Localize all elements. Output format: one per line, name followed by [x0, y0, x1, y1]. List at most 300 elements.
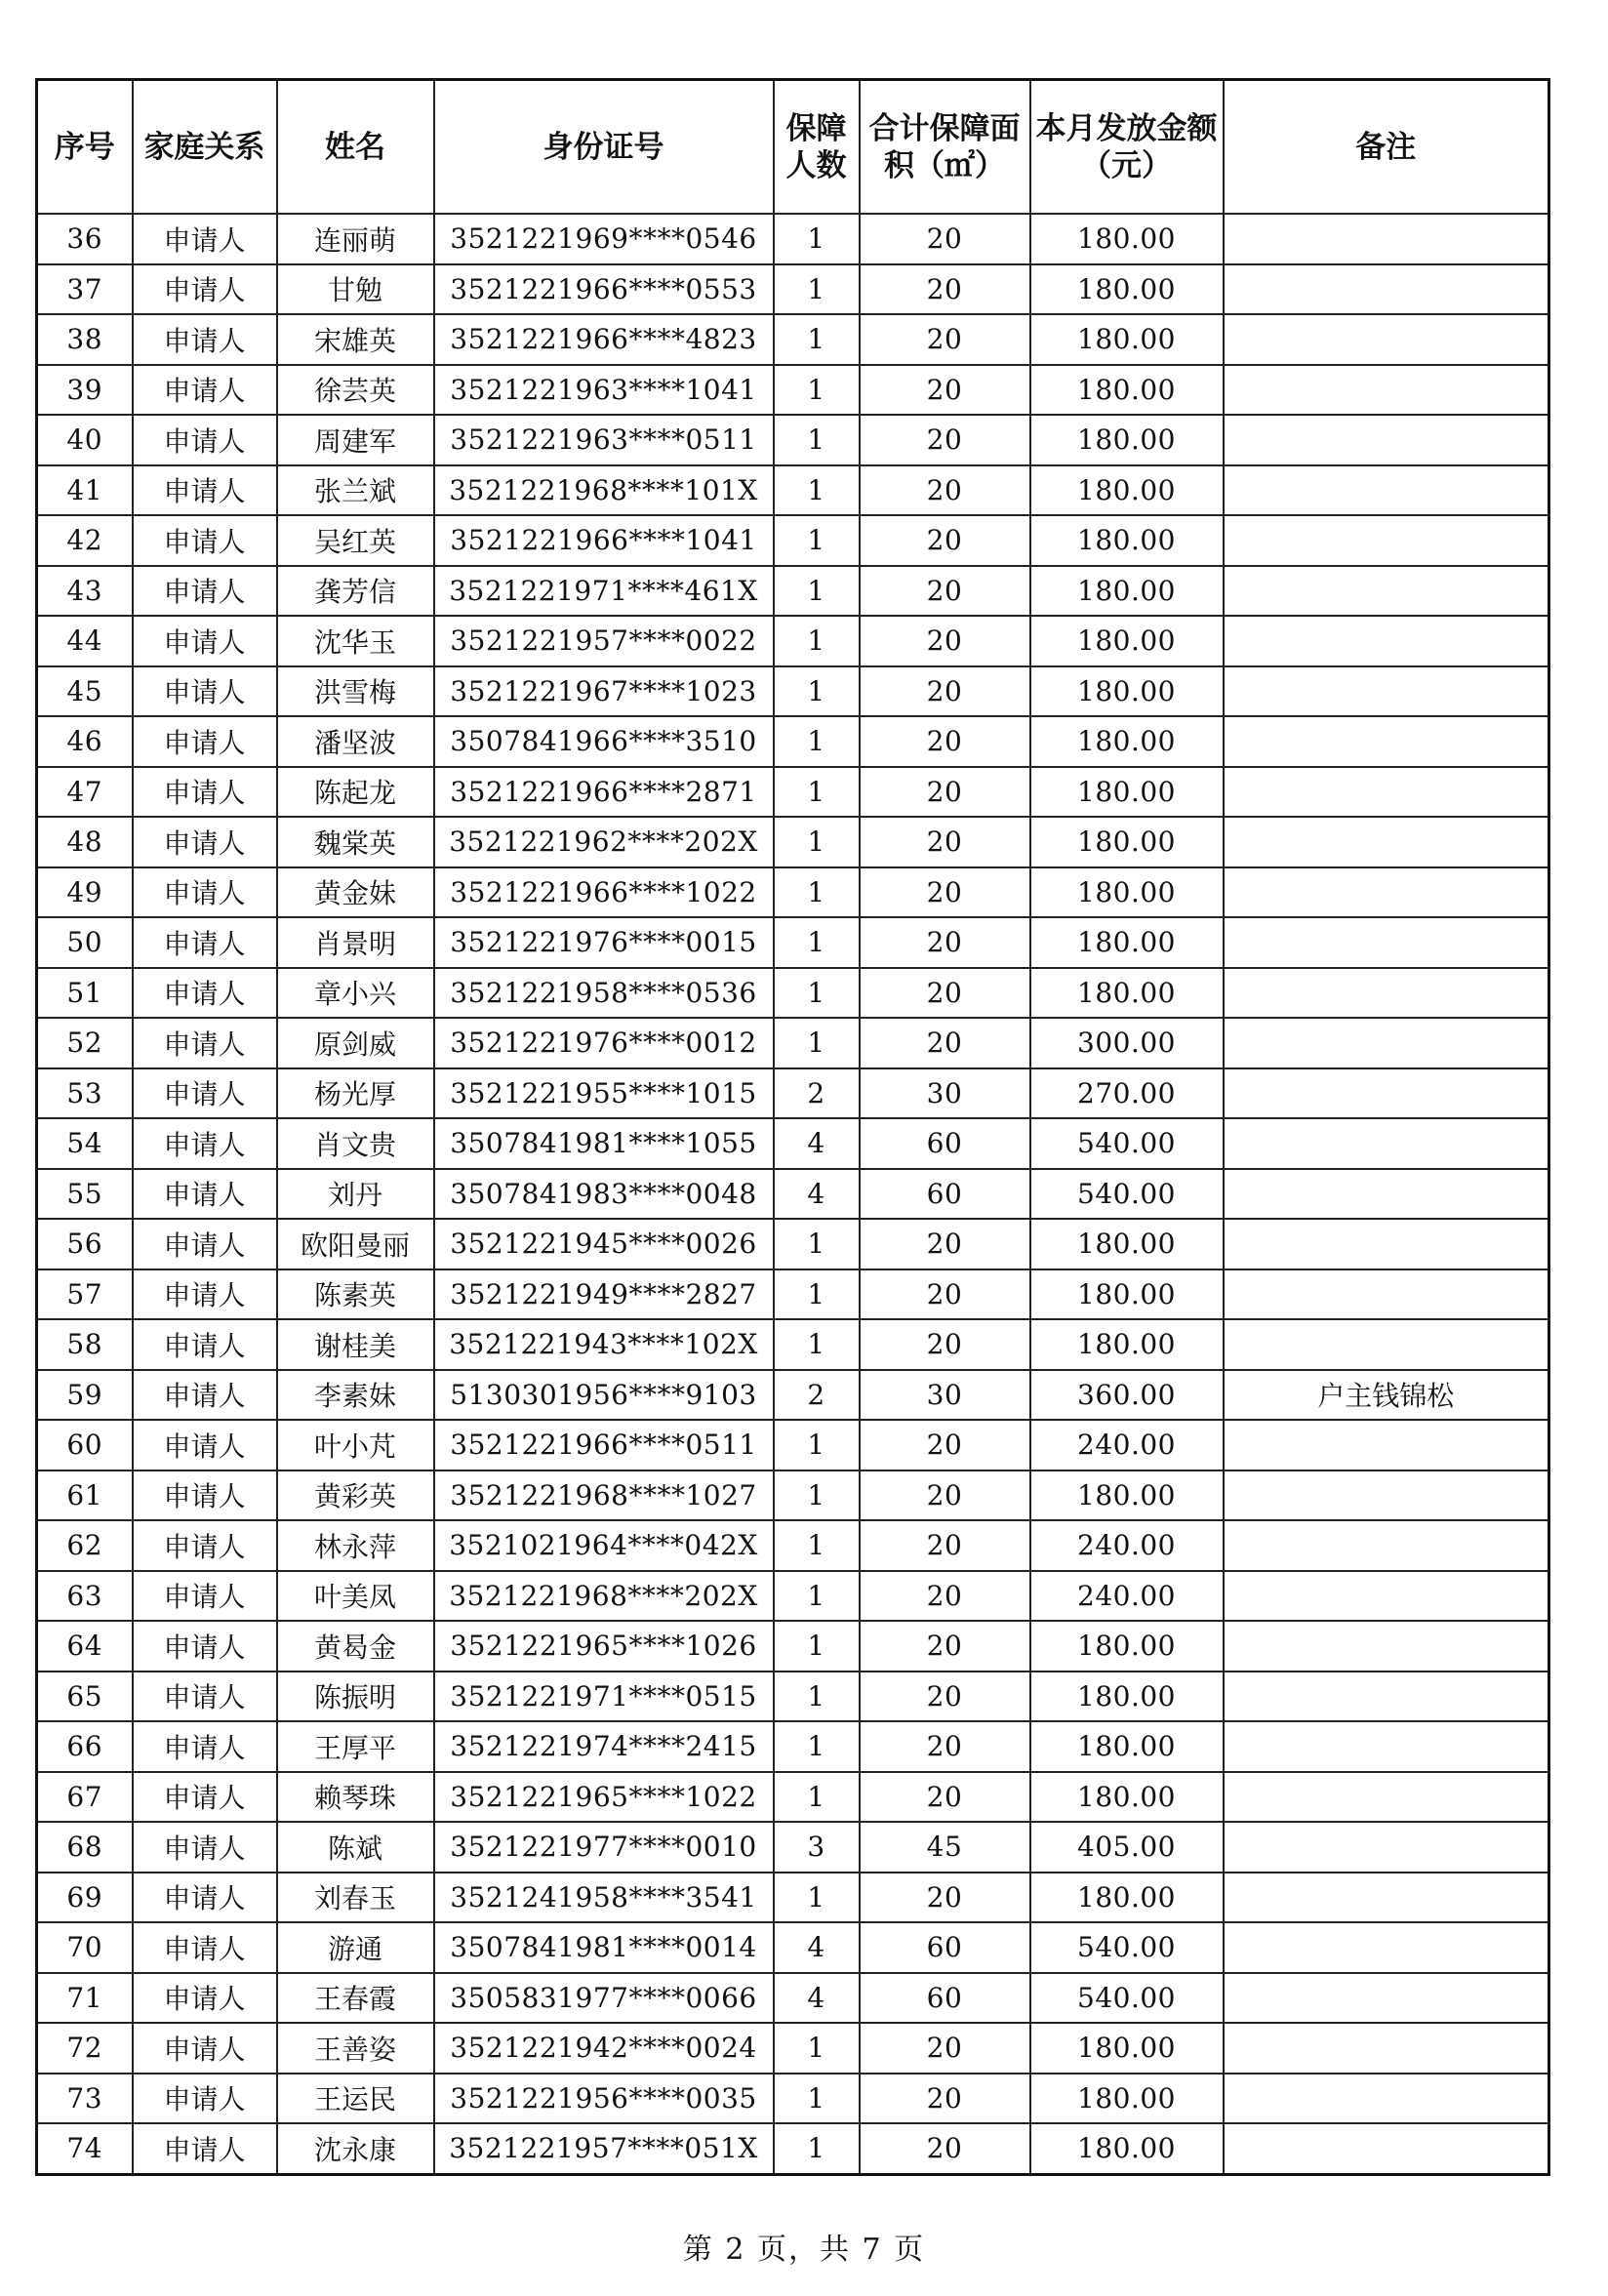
id-number-cell: 3521221957****0022	[434, 616, 774, 666]
table-row	[37, 415, 1549, 465]
seq-cell: 69	[37, 1873, 133, 1923]
relation-cell: 申请人	[133, 1370, 277, 1421]
relation-cell: 申请人	[133, 1169, 277, 1220]
remarks-cell	[1224, 1420, 1549, 1470]
id-number-cell: 5130301956****9103	[434, 1370, 774, 1421]
persons-cell: 1	[774, 1520, 860, 1571]
area-cell: 20	[860, 917, 1030, 968]
amount-cell: 180.00	[1030, 1269, 1224, 1320]
name-cell: 肖景明	[277, 917, 434, 968]
amount-cell: 180.00	[1030, 365, 1224, 416]
remarks-cell	[1224, 1973, 1549, 2024]
persons-cell: 1	[774, 264, 860, 315]
area-cell: 20	[860, 566, 1030, 617]
relation-cell: 申请人	[133, 1269, 277, 1320]
area-cell: 60	[860, 1922, 1030, 1973]
id-number-cell: 3521221962****202X	[434, 817, 774, 867]
persons-cell: 1	[774, 1420, 860, 1470]
table-row	[37, 1873, 1549, 1923]
name-cell: 周建军	[277, 415, 434, 465]
table-row	[37, 1672, 1549, 1722]
page-number: 第 2 页，共 7 页	[682, 2233, 926, 2267]
area-cell: 20	[860, 1873, 1030, 1923]
remarks-cell	[1224, 1219, 1549, 1269]
amount-cell: 405.00	[1030, 1822, 1224, 1873]
table-row	[37, 1269, 1549, 1320]
seq-cell: 42	[37, 515, 133, 566]
table-row	[37, 867, 1549, 918]
header-remarks: 备注	[1224, 80, 1549, 215]
persons-cell: 1	[774, 616, 860, 666]
remarks-cell	[1224, 867, 1549, 918]
amount-cell: 180.00	[1030, 716, 1224, 767]
amount-cell: 360.00	[1030, 1370, 1224, 1421]
amount-cell: 540.00	[1030, 1118, 1224, 1169]
name-cell: 潘坚波	[277, 716, 434, 767]
persons-cell: 1	[774, 817, 860, 867]
relation-cell: 申请人	[133, 2123, 277, 2174]
remarks-cell	[1224, 2023, 1549, 2074]
table-row	[37, 515, 1549, 566]
remarks-cell	[1224, 1269, 1549, 1320]
amount-cell: 180.00	[1030, 214, 1224, 264]
table-row	[37, 1571, 1549, 1622]
id-number-cell: 3521221974****2415	[434, 1721, 774, 1772]
relation-cell: 申请人	[133, 1822, 277, 1873]
persons-cell: 1	[774, 2123, 860, 2174]
area-cell: 30	[860, 1068, 1030, 1119]
amount-cell: 180.00	[1030, 867, 1224, 918]
persons-cell: 1	[774, 415, 860, 465]
table-row	[37, 1118, 1549, 1169]
relation-cell: 申请人	[133, 1068, 277, 1119]
relation-cell: 申请人	[133, 365, 277, 416]
amount-cell: 180.00	[1030, 314, 1224, 365]
area-cell: 20	[860, 666, 1030, 717]
id-number-cell: 3521221966****0553	[434, 264, 774, 315]
persons-cell: 4	[774, 1922, 860, 1973]
amount-cell: 240.00	[1030, 1420, 1224, 1470]
amount-cell: 180.00	[1030, 767, 1224, 818]
remarks-cell	[1224, 1118, 1549, 1169]
seq-cell: 45	[37, 666, 133, 717]
id-number-cell: 3521221966****4823	[434, 314, 774, 365]
name-cell: 叶小芃	[277, 1420, 434, 1470]
remarks-cell	[1224, 817, 1549, 867]
amount-cell: 180.00	[1030, 264, 1224, 315]
seq-cell: 62	[37, 1520, 133, 1571]
header-area: 合计保障面积（㎡）	[860, 80, 1030, 215]
relation-cell: 申请人	[133, 1420, 277, 1470]
relation-cell: 申请人	[133, 1470, 277, 1521]
remarks-cell	[1224, 365, 1549, 416]
relation-cell: 申请人	[133, 566, 277, 617]
amount-cell: 180.00	[1030, 1721, 1224, 1772]
name-cell: 王善姿	[277, 2023, 434, 2074]
remarks-cell	[1224, 1873, 1549, 1923]
remarks-cell	[1224, 1571, 1549, 1622]
persons-cell: 1	[774, 566, 860, 617]
remarks-cell	[1224, 1169, 1549, 1220]
amount-cell: 180.00	[1030, 515, 1224, 566]
relation-cell: 申请人	[133, 214, 277, 264]
remarks-cell	[1224, 1772, 1549, 1823]
seq-cell: 71	[37, 1973, 133, 2024]
persons-cell: 1	[774, 867, 860, 918]
amount-cell: 180.00	[1030, 465, 1224, 516]
area-cell: 20	[860, 1520, 1030, 1571]
name-cell: 赖琴珠	[277, 1772, 434, 1823]
persons-cell: 1	[774, 666, 860, 717]
amount-cell: 180.00	[1030, 2023, 1224, 2074]
id-number-cell: 3521221966****1041	[434, 515, 774, 566]
remarks-cell	[1224, 2123, 1549, 2174]
relation-cell: 申请人	[133, 1721, 277, 1772]
relation-cell: 申请人	[133, 2023, 277, 2074]
area-cell: 20	[860, 867, 1030, 918]
persons-cell: 1	[774, 1269, 860, 1320]
seq-cell: 74	[37, 2123, 133, 2174]
id-number-cell: 3507841983****0048	[434, 1169, 774, 1220]
area-cell: 20	[860, 968, 1030, 1019]
id-number-cell: 3507841981****0014	[434, 1922, 774, 1973]
id-number-cell: 3521221976****0012	[434, 1018, 774, 1068]
remarks-cell	[1224, 917, 1549, 968]
persons-cell: 2	[774, 1068, 860, 1119]
persons-cell: 1	[774, 1873, 860, 1923]
table-row	[37, 2123, 1549, 2174]
table-row	[37, 2023, 1549, 2074]
amount-cell: 180.00	[1030, 817, 1224, 867]
area-cell: 20	[860, 2074, 1030, 2124]
table-row	[37, 1169, 1549, 1220]
name-cell: 连丽萌	[277, 214, 434, 264]
id-number-cell: 3521021964****042X	[434, 1520, 774, 1571]
name-cell: 肖文贵	[277, 1118, 434, 1169]
persons-cell: 1	[774, 465, 860, 516]
relation-cell: 申请人	[133, 917, 277, 968]
id-number-cell: 3507841966****3510	[434, 716, 774, 767]
area-cell: 30	[860, 1370, 1030, 1421]
relation-cell: 申请人	[133, 1873, 277, 1923]
seq-cell: 54	[37, 1118, 133, 1169]
name-cell: 杨光厚	[277, 1068, 434, 1119]
amount-cell: 240.00	[1030, 1520, 1224, 1571]
id-number-cell: 3521221945****0026	[434, 1219, 774, 1269]
table-row	[37, 917, 1549, 968]
area-cell: 20	[860, 1219, 1030, 1269]
name-cell: 黄金妹	[277, 867, 434, 918]
id-number-cell: 3521221968****101X	[434, 465, 774, 516]
seq-cell: 37	[37, 264, 133, 315]
amount-cell: 180.00	[1030, 566, 1224, 617]
name-cell: 黄曷金	[277, 1621, 434, 1672]
remarks-cell	[1224, 616, 1549, 666]
area-cell: 20	[860, 1772, 1030, 1823]
relation-cell: 申请人	[133, 817, 277, 867]
area-cell: 20	[860, 1621, 1030, 1672]
table-row	[37, 566, 1549, 617]
id-number-cell: 3521221968****202X	[434, 1571, 774, 1622]
table-row	[37, 1922, 1549, 1973]
persons-cell: 1	[774, 314, 860, 365]
seq-cell: 63	[37, 1571, 133, 1622]
name-cell: 张兰斌	[277, 465, 434, 516]
relation-cell: 申请人	[133, 515, 277, 566]
relation-cell: 申请人	[133, 1571, 277, 1622]
persons-cell: 1	[774, 917, 860, 968]
name-cell: 谢桂美	[277, 1319, 434, 1370]
area-cell: 20	[860, 214, 1030, 264]
area-cell: 20	[860, 465, 1030, 516]
amount-cell: 300.00	[1030, 1018, 1224, 1068]
id-number-cell: 3521221967****1023	[434, 666, 774, 717]
name-cell: 王运民	[277, 2074, 434, 2124]
subsidy-table	[35, 78, 1550, 2176]
table-row	[37, 1370, 1549, 1421]
relation-cell: 申请人	[133, 1118, 277, 1169]
name-cell: 吴红英	[277, 515, 434, 566]
relation-cell: 申请人	[133, 1018, 277, 1068]
id-number-cell: 3521221958****0536	[434, 968, 774, 1019]
area-cell: 20	[860, 1269, 1030, 1320]
remarks-cell	[1224, 1672, 1549, 1722]
area-cell: 20	[860, 616, 1030, 666]
relation-cell: 申请人	[133, 2074, 277, 2124]
name-cell: 刘丹	[277, 1169, 434, 1220]
seq-cell: 65	[37, 1672, 133, 1722]
remarks-cell	[1224, 264, 1549, 315]
remarks-cell	[1224, 566, 1549, 617]
seq-cell: 48	[37, 817, 133, 867]
relation-cell: 申请人	[133, 1973, 277, 2024]
persons-cell: 1	[774, 1621, 860, 1672]
name-cell: 叶美凤	[277, 1571, 434, 1622]
name-cell: 陈起龙	[277, 767, 434, 818]
seq-cell: 55	[37, 1169, 133, 1220]
name-cell: 洪雪梅	[277, 666, 434, 717]
persons-cell: 1	[774, 1219, 860, 1269]
table-row	[37, 716, 1549, 767]
table-row	[37, 1018, 1549, 1068]
remarks-cell	[1224, 1018, 1549, 1068]
remarks-cell	[1224, 767, 1549, 818]
amount-cell: 180.00	[1030, 1470, 1224, 1521]
amount-cell: 180.00	[1030, 1672, 1224, 1722]
remarks-cell	[1224, 465, 1549, 516]
seq-cell: 49	[37, 867, 133, 918]
id-number-cell: 3521221949****2827	[434, 1269, 774, 1320]
seq-cell: 41	[37, 465, 133, 516]
header-seq: 序号	[37, 80, 133, 215]
remarks-cell: 户主钱锦松	[1224, 1370, 1549, 1421]
table-row	[37, 1520, 1549, 1571]
remarks-cell	[1224, 1470, 1549, 1521]
area-cell: 20	[860, 767, 1030, 818]
seq-cell: 47	[37, 767, 133, 818]
amount-cell: 270.00	[1030, 1068, 1224, 1119]
table-row	[37, 1319, 1549, 1370]
seq-cell: 39	[37, 365, 133, 416]
seq-cell: 60	[37, 1420, 133, 1470]
relation-cell: 申请人	[133, 666, 277, 717]
area-cell: 60	[860, 1973, 1030, 2024]
name-cell: 刘春玉	[277, 1873, 434, 1923]
area-cell: 20	[860, 1420, 1030, 1470]
id-number-cell: 3521221965****1022	[434, 1772, 774, 1823]
seq-cell: 57	[37, 1269, 133, 1320]
remarks-cell	[1224, 1822, 1549, 1873]
relation-cell: 申请人	[133, 968, 277, 1019]
seq-cell: 68	[37, 1822, 133, 1873]
amount-cell: 180.00	[1030, 917, 1224, 968]
area-cell: 20	[860, 1018, 1030, 1068]
remarks-cell	[1224, 716, 1549, 767]
id-number-cell: 3521221963****0511	[434, 415, 774, 465]
remarks-cell	[1224, 1520, 1549, 1571]
table-row	[37, 2074, 1549, 2124]
area-cell: 20	[860, 264, 1030, 315]
table-row	[37, 465, 1549, 516]
name-cell: 林永萍	[277, 1520, 434, 1571]
seq-cell: 46	[37, 716, 133, 767]
relation-cell: 申请人	[133, 415, 277, 465]
area-cell: 20	[860, 1319, 1030, 1370]
persons-cell: 1	[774, 1470, 860, 1521]
seq-cell: 56	[37, 1219, 133, 1269]
seq-cell: 59	[37, 1370, 133, 1421]
area-cell: 20	[860, 314, 1030, 365]
seq-cell: 70	[37, 1922, 133, 1973]
area-cell: 20	[860, 1470, 1030, 1521]
amount-cell: 240.00	[1030, 1571, 1224, 1622]
id-number-cell: 3507841981****1055	[434, 1118, 774, 1169]
id-number-cell: 3521221965****1026	[434, 1621, 774, 1672]
name-cell: 龚芳信	[277, 566, 434, 617]
amount-cell: 180.00	[1030, 415, 1224, 465]
table-row	[37, 616, 1549, 666]
header-amount: 本月发放金额（元）	[1030, 80, 1224, 215]
name-cell: 游通	[277, 1922, 434, 1973]
id-number-cell: 3521221966****2871	[434, 767, 774, 818]
name-cell: 欧阳曼丽	[277, 1219, 434, 1269]
table-row	[37, 214, 1549, 264]
remarks-cell	[1224, 1922, 1549, 1973]
table-row	[37, 264, 1549, 315]
table-header	[37, 80, 1549, 215]
remarks-cell	[1224, 515, 1549, 566]
relation-cell: 申请人	[133, 1621, 277, 1672]
amount-cell: 540.00	[1030, 1169, 1224, 1220]
area-cell: 20	[860, 515, 1030, 566]
remarks-cell	[1224, 2074, 1549, 2124]
id-number-cell: 3521221963****1041	[434, 365, 774, 416]
persons-cell: 1	[774, 1772, 860, 1823]
table-body	[37, 214, 1549, 2174]
table-row	[37, 1420, 1549, 1470]
table-row	[37, 1822, 1549, 1873]
remarks-cell	[1224, 1621, 1549, 1672]
relation-cell: 申请人	[133, 264, 277, 315]
name-cell: 陈斌	[277, 1822, 434, 1873]
amount-cell: 180.00	[1030, 2074, 1224, 2124]
relation-cell: 申请人	[133, 314, 277, 365]
relation-cell: 申请人	[133, 716, 277, 767]
name-cell: 徐芸英	[277, 365, 434, 416]
relation-cell: 申请人	[133, 1922, 277, 1973]
header-relation: 家庭关系	[133, 80, 277, 215]
name-cell: 宋雄英	[277, 314, 434, 365]
seq-cell: 44	[37, 616, 133, 666]
area-cell: 20	[860, 365, 1030, 416]
persons-cell: 3	[774, 1822, 860, 1873]
id-number-cell: 3521221969****0546	[434, 214, 774, 264]
persons-cell: 2	[774, 1370, 860, 1421]
seq-cell: 72	[37, 2023, 133, 2074]
name-cell: 陈振明	[277, 1672, 434, 1722]
remarks-cell	[1224, 1721, 1549, 1772]
table-row	[37, 1470, 1549, 1521]
persons-cell: 4	[774, 1118, 860, 1169]
table-row	[37, 767, 1549, 818]
persons-cell: 4	[774, 1973, 860, 2024]
persons-cell: 1	[774, 1721, 860, 1772]
table-row	[37, 968, 1549, 1019]
name-cell: 黄彩英	[277, 1470, 434, 1521]
name-cell: 王厚平	[277, 1721, 434, 1772]
table-row	[37, 1973, 1549, 2024]
table-row	[37, 314, 1549, 365]
amount-cell: 540.00	[1030, 1922, 1224, 1973]
persons-cell: 1	[774, 2023, 860, 2074]
seq-cell: 40	[37, 415, 133, 465]
id-number-cell: 3521221942****0024	[434, 2023, 774, 2074]
seq-cell: 67	[37, 1772, 133, 1823]
relation-cell: 申请人	[133, 616, 277, 666]
remarks-cell	[1224, 1068, 1549, 1119]
area-cell: 20	[860, 2123, 1030, 2174]
amount-cell: 180.00	[1030, 1873, 1224, 1923]
table-row	[37, 1219, 1549, 1269]
relation-cell: 申请人	[133, 465, 277, 516]
persons-cell: 1	[774, 365, 860, 416]
area-cell: 45	[860, 1822, 1030, 1873]
area-cell: 20	[860, 1672, 1030, 1722]
id-number-cell: 3521221943****102X	[434, 1319, 774, 1370]
persons-cell: 1	[774, 214, 860, 264]
name-cell: 魏棠英	[277, 817, 434, 867]
id-number-cell: 3521221977****0010	[434, 1822, 774, 1873]
id-number-cell: 3521221955****1015	[434, 1068, 774, 1119]
area-cell: 20	[860, 2023, 1030, 2074]
seq-cell: 73	[37, 2074, 133, 2124]
name-cell: 章小兴	[277, 968, 434, 1019]
amount-cell: 180.00	[1030, 1621, 1224, 1672]
id-number-cell: 3505831977****0066	[434, 1973, 774, 2024]
header-row	[37, 80, 1549, 215]
seq-cell: 58	[37, 1319, 133, 1370]
header-persons: 保障人数	[774, 80, 860, 215]
id-number-cell: 3521221976****0015	[434, 917, 774, 968]
name-cell: 王春霞	[277, 1973, 434, 2024]
id-number-cell: 3521241958****3541	[434, 1873, 774, 1923]
seq-cell: 38	[37, 314, 133, 365]
table-row	[37, 666, 1549, 717]
header-id-number: 身份证号	[434, 80, 774, 215]
amount-cell: 180.00	[1030, 968, 1224, 1019]
remarks-cell	[1224, 1319, 1549, 1370]
persons-cell: 1	[774, 1571, 860, 1622]
